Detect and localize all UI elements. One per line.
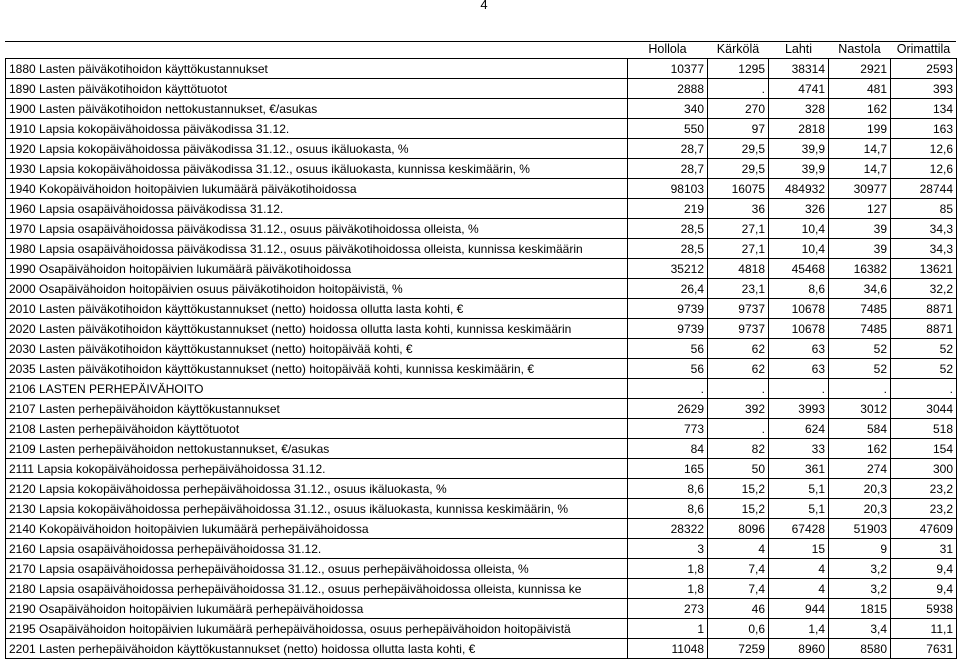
value-cell: 2593 xyxy=(891,59,957,79)
value-cell: 98103 xyxy=(628,179,708,199)
value-cell: 127 xyxy=(829,199,891,219)
table-row xyxy=(6,559,957,579)
value-cell: 3 xyxy=(628,539,708,559)
value-cell: 4 xyxy=(769,579,829,599)
column-header: Nastola xyxy=(838,42,881,56)
value-cell: 85 xyxy=(891,199,957,219)
column-header: Orimattila xyxy=(896,42,951,56)
value-cell: 23,1 xyxy=(708,279,769,299)
table-row xyxy=(6,199,957,219)
table-row xyxy=(6,399,957,419)
value-cell: 10678 xyxy=(769,299,829,319)
statistics-table xyxy=(5,41,957,659)
value-cell: 28744 xyxy=(891,179,957,199)
table-row xyxy=(6,359,957,379)
value-cell: 7259 xyxy=(708,639,769,659)
value-cell: 273 xyxy=(628,599,708,619)
value-cell: 7485 xyxy=(829,299,891,319)
value-cell: 36 xyxy=(708,199,769,219)
value-cell: . xyxy=(628,379,708,399)
table-row xyxy=(6,259,957,279)
value-cell: 52 xyxy=(891,359,957,379)
column-header: Lahti xyxy=(784,42,813,56)
row-label-cell: 2109 Lasten perhepäivähoidon nettokustannukset, €/asukas xyxy=(6,439,628,459)
value-cell: 8960 xyxy=(769,639,829,659)
value-cell: 39,9 xyxy=(769,159,829,179)
value-cell: 16075 xyxy=(708,179,769,199)
value-cell: 52 xyxy=(891,339,957,359)
value-cell: 27,1 xyxy=(708,239,769,259)
table-row xyxy=(6,619,957,639)
row-label-cell: 2010 Lasten päiväkotihoidon käyttökustannukset (netto) hoidossa ollutta lasta kohti, € xyxy=(6,299,628,319)
table-row xyxy=(6,579,957,599)
value-cell: 8096 xyxy=(708,519,769,539)
value-cell: 9,4 xyxy=(891,559,957,579)
value-cell: 23,2 xyxy=(891,479,957,499)
value-cell: 4 xyxy=(708,539,769,559)
row-label-cell: 1980 Lapsia osapäivähoidossa päiväkodissa 31.12., osuus päiväkotihoidossa olleista, kunnissa keskimäärin xyxy=(6,239,628,259)
row-label-cell: 2190 Osapäivähoidon hoitopäivien lukumäärä perhepäivähoidossa xyxy=(6,599,628,619)
value-cell: 2629 xyxy=(628,399,708,419)
row-label-cell: 1940 Kokopäivähoidon hoitopäivien lukumäärä päiväkotihoidossa xyxy=(6,179,628,199)
value-cell: 38314 xyxy=(769,59,829,79)
row-label-cell: 1910 Lapsia kokopäivähoidossa päiväkodissa 31.12. xyxy=(6,119,628,139)
value-cell: 3,2 xyxy=(829,579,891,599)
row-label-cell: 2020 Lasten päiväkotihoidon käyttökustannukset (netto) hoidossa ollutta lasta kohti, kunnissa keskimäärin xyxy=(6,319,628,339)
value-cell: 45468 xyxy=(769,259,829,279)
value-cell: 9739 xyxy=(628,299,708,319)
row-label-cell: 2120 Lapsia kokopäivähoidossa perhepäivähoidossa 31.12., osuus ikäluokasta, % xyxy=(6,479,628,499)
value-cell: 5,1 xyxy=(769,479,829,499)
value-cell: 0,6 xyxy=(708,619,769,639)
row-label-cell: 2030 Lasten päiväkotihoidon käyttökustannukset (netto) hoitopäivää kohti, € xyxy=(6,339,628,359)
row-label-cell: 2160 Lapsia osapäivähoidossa perhepäivähoidossa 31.12. xyxy=(6,539,628,559)
value-cell: 28322 xyxy=(628,519,708,539)
column-header: Hollola xyxy=(648,42,687,56)
value-cell: 3012 xyxy=(829,399,891,419)
value-cell: 3,2 xyxy=(829,559,891,579)
value-cell: 23,2 xyxy=(891,499,957,519)
value-cell: 31 xyxy=(891,539,957,559)
value-cell: 1,8 xyxy=(628,559,708,579)
value-cell: 11,1 xyxy=(891,619,957,639)
value-cell: 20,3 xyxy=(829,479,891,499)
value-cell: 270 xyxy=(708,99,769,119)
row-label-cell: 1930 Lapsia kokopäivähoidossa päiväkodissa 31.12., osuus ikäluokasta, kunnissa keskimäärin, % xyxy=(6,159,628,179)
value-cell: 20,3 xyxy=(829,499,891,519)
value-cell: 10377 xyxy=(628,59,708,79)
row-label-cell: 1900 Lasten päiväkotihoidon nettokustannukset, €/asukas xyxy=(6,99,628,119)
value-cell: 584 xyxy=(829,419,891,439)
value-cell: 300 xyxy=(891,459,957,479)
value-cell: 10,4 xyxy=(769,219,829,239)
row-label-cell: 2180 Lapsia osapäivähoidossa perhepäivähoidossa 31.12., osuus perhepäivähoidossa olleista, kunnissa ke xyxy=(6,579,628,599)
row-label-cell: 1920 Lapsia kokopäivähoidossa päiväkodissa 31.12., osuus ikäluokasta, % xyxy=(6,139,628,159)
value-cell: 9,4 xyxy=(891,579,957,599)
value-cell: 9739 xyxy=(628,319,708,339)
value-cell: 3044 xyxy=(891,399,957,419)
value-cell: 8,6 xyxy=(628,479,708,499)
value-cell: 1,4 xyxy=(769,619,829,639)
value-cell: 393 xyxy=(891,79,957,99)
table-row xyxy=(6,239,957,259)
value-cell: 326 xyxy=(769,199,829,219)
value-cell: 9 xyxy=(829,539,891,559)
row-label-cell: 1960 Lapsia osapäivähoidossa päiväkodissa 31.12. xyxy=(6,199,628,219)
page-number: 4 xyxy=(480,0,488,12)
value-cell: 4818 xyxy=(708,259,769,279)
table-row xyxy=(6,519,957,539)
value-cell: 3993 xyxy=(769,399,829,419)
value-cell: 8,6 xyxy=(628,499,708,519)
value-cell: 3,4 xyxy=(829,619,891,639)
table-row xyxy=(6,119,957,139)
value-cell: 773 xyxy=(628,419,708,439)
table-row xyxy=(6,379,957,399)
value-cell: 39,9 xyxy=(769,139,829,159)
row-label-cell: 2201 Lasten perhepäivähoidon käyttökustannukset (netto) hoidossa ollutta lasta kohti, € xyxy=(6,639,628,659)
value-cell: 7485 xyxy=(829,319,891,339)
table-row xyxy=(6,419,957,439)
value-cell: 34,3 xyxy=(891,219,957,239)
value-cell: 481 xyxy=(829,79,891,99)
table-row xyxy=(6,59,957,79)
value-cell: 11048 xyxy=(628,639,708,659)
value-cell: 28,7 xyxy=(628,139,708,159)
row-label-cell: 2108 Lasten perhepäivähoidon käyttötuotot xyxy=(6,419,628,439)
value-cell: 34,6 xyxy=(829,279,891,299)
value-cell: 12,6 xyxy=(891,159,957,179)
value-cell: 52 xyxy=(829,359,891,379)
value-cell: 16382 xyxy=(829,259,891,279)
value-cell: 361 xyxy=(769,459,829,479)
row-label-cell: 2111 Lapsia kokopäivähoidossa perhepäivähoidossa 31.12. xyxy=(6,459,628,479)
value-cell: 28,7 xyxy=(628,159,708,179)
value-cell: 47609 xyxy=(891,519,957,539)
value-cell: 67428 xyxy=(769,519,829,539)
value-cell: 28,5 xyxy=(628,219,708,239)
value-cell: 10678 xyxy=(769,319,829,339)
value-cell: 7,4 xyxy=(708,559,769,579)
value-cell: 56 xyxy=(628,359,708,379)
value-cell: 9737 xyxy=(708,299,769,319)
row-label-cell: 1990 Osapäivähoidon hoitopäivien lukumäärä päiväkotihoidossa xyxy=(6,259,628,279)
value-cell: 199 xyxy=(829,119,891,139)
row-label-cell: 1970 Lapsia osapäivähoidossa päiväkodissa 31.12., osuus päiväkotihoidossa olleista, % xyxy=(6,219,628,239)
table-row xyxy=(6,179,957,199)
value-cell: 1 xyxy=(628,619,708,639)
statistics-table-sheet xyxy=(5,41,956,659)
value-cell: 274 xyxy=(829,459,891,479)
table-row xyxy=(6,99,957,119)
table-row xyxy=(6,319,957,339)
value-cell: 82 xyxy=(708,439,769,459)
value-cell: 13621 xyxy=(891,259,957,279)
table-row xyxy=(6,639,957,659)
table-row xyxy=(6,539,957,559)
value-cell: 62 xyxy=(708,339,769,359)
value-cell: 518 xyxy=(891,419,957,439)
table-row xyxy=(6,159,957,179)
row-label-cell: 1880 Lasten päiväkotihoidon käyttökustannukset xyxy=(6,59,628,79)
value-cell: . xyxy=(708,79,769,99)
value-cell: 29,5 xyxy=(708,139,769,159)
value-cell: 8580 xyxy=(829,639,891,659)
value-cell: 8,6 xyxy=(769,279,829,299)
value-cell: 15 xyxy=(769,539,829,559)
value-cell: 63 xyxy=(769,359,829,379)
table-row xyxy=(6,439,957,459)
value-cell: 14,7 xyxy=(829,159,891,179)
value-cell: 8871 xyxy=(891,319,957,339)
value-cell: 27,1 xyxy=(708,219,769,239)
table-row xyxy=(6,219,957,239)
value-cell: . xyxy=(891,379,957,399)
row-label-cell: 2107 Lasten perhepäivähoidon käyttökustannukset xyxy=(6,399,628,419)
table-row xyxy=(6,479,957,499)
value-cell: 30977 xyxy=(829,179,891,199)
value-cell: 26,4 xyxy=(628,279,708,299)
table-row xyxy=(6,279,957,299)
value-cell: 1815 xyxy=(829,599,891,619)
value-cell: 2888 xyxy=(628,79,708,99)
value-cell: 15,2 xyxy=(708,479,769,499)
value-cell: 4 xyxy=(769,559,829,579)
header-blank-cell xyxy=(6,41,628,59)
value-cell: 328 xyxy=(769,99,829,119)
value-cell: 35212 xyxy=(628,259,708,279)
value-cell: 163 xyxy=(891,119,957,139)
value-cell: 7,4 xyxy=(708,579,769,599)
table-row xyxy=(6,79,957,99)
value-cell: 162 xyxy=(829,439,891,459)
value-cell: . xyxy=(769,379,829,399)
value-cell: 1295 xyxy=(708,59,769,79)
value-cell: 2818 xyxy=(769,119,829,139)
value-cell: 52 xyxy=(829,339,891,359)
value-cell: 944 xyxy=(769,599,829,619)
column-header: Kärkölä xyxy=(716,42,760,56)
table-row xyxy=(6,499,957,519)
value-cell: 97 xyxy=(708,119,769,139)
value-cell: 550 xyxy=(628,119,708,139)
top-border-line xyxy=(5,41,956,42)
value-cell: 39 xyxy=(829,219,891,239)
value-cell: . xyxy=(708,419,769,439)
table-row xyxy=(6,299,957,319)
value-cell: 7631 xyxy=(891,639,957,659)
table-row xyxy=(6,599,957,619)
value-cell: 39 xyxy=(829,239,891,259)
value-cell: 5938 xyxy=(891,599,957,619)
value-cell: 2921 xyxy=(829,59,891,79)
value-cell: 5,1 xyxy=(769,499,829,519)
value-cell: 63 xyxy=(769,339,829,359)
value-cell: 1,8 xyxy=(628,579,708,599)
value-cell: 10,4 xyxy=(769,239,829,259)
value-cell: 62 xyxy=(708,359,769,379)
value-cell: 28,5 xyxy=(628,239,708,259)
value-cell: 154 xyxy=(891,439,957,459)
row-label-cell: 2000 Osapäivähoidon hoitopäivien osuus päiväkotihoidon hoitopäivistä, % xyxy=(6,279,628,299)
value-cell: . xyxy=(829,379,891,399)
row-label-cell: 2130 Lapsia kokopäivähoidossa perhepäivähoidossa 31.12., osuus ikäluokasta, kunnissa keskimäärin, % xyxy=(6,499,628,519)
value-cell: 33 xyxy=(769,439,829,459)
row-label-cell: 2140 Kokopäivähoidon hoitopäivien lukumäärä perhepäivähoidossa xyxy=(6,519,628,539)
value-cell: . xyxy=(708,379,769,399)
value-cell: 15,2 xyxy=(708,499,769,519)
table-row xyxy=(6,459,957,479)
value-cell: 624 xyxy=(769,419,829,439)
column-header-row xyxy=(6,41,957,59)
value-cell: 392 xyxy=(708,399,769,419)
value-cell: 134 xyxy=(891,99,957,119)
value-cell: 34,3 xyxy=(891,239,957,259)
value-cell: 56 xyxy=(628,339,708,359)
value-cell: 9737 xyxy=(708,319,769,339)
value-cell: 51903 xyxy=(829,519,891,539)
value-cell: 4741 xyxy=(769,79,829,99)
value-cell: 29,5 xyxy=(708,159,769,179)
value-cell: 50 xyxy=(708,459,769,479)
table-row xyxy=(6,339,957,359)
value-cell: 340 xyxy=(628,99,708,119)
value-cell: 32,2 xyxy=(891,279,957,299)
row-label-cell: 2035 Lasten päiväkotihoidon käyttökustannukset (netto) hoitopäivää kohti, kunnissa keskimäärin, € xyxy=(6,359,628,379)
value-cell: 84 xyxy=(628,439,708,459)
value-cell: 484932 xyxy=(769,179,829,199)
row-label-cell: 2195 Osapäivähoidon hoitopäivien lukumäärä perhepäivähoidossa, osuus perhepäivähoidon hoitopäivistä xyxy=(6,619,628,639)
value-cell: 165 xyxy=(628,459,708,479)
row-label-cell: 2106 LASTEN PERHEPÄIVÄHOITO xyxy=(6,379,628,399)
table-body xyxy=(6,59,957,659)
value-cell: 12,6 xyxy=(891,139,957,159)
value-cell: 219 xyxy=(628,199,708,219)
table-row xyxy=(6,139,957,159)
value-cell: 14,7 xyxy=(829,139,891,159)
value-cell: 162 xyxy=(829,99,891,119)
value-cell: 8871 xyxy=(891,299,957,319)
row-label-cell: 2170 Lapsia osapäivähoidossa perhepäivähoidossa 31.12., osuus perhepäivähoidossa olleista, % xyxy=(6,559,628,579)
value-cell: 46 xyxy=(708,599,769,619)
row-label-cell: 1890 Lasten päiväkotihoidon käyttötuotot xyxy=(6,79,628,99)
